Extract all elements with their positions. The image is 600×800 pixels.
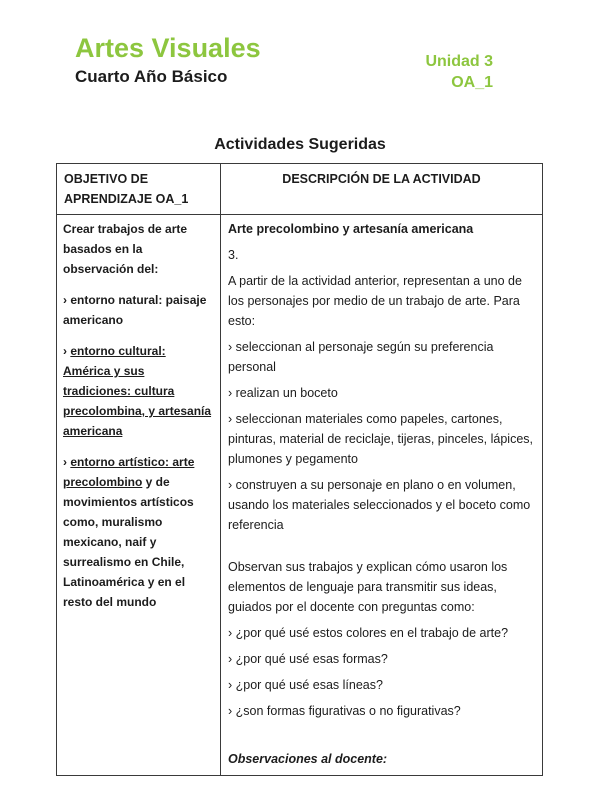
activity-step-number: 3. (228, 248, 239, 262)
bullet-glyph: › (63, 293, 71, 307)
reflection-question: › ¿por qué usé esas líneas? (228, 678, 383, 692)
reflection-question: › ¿son formas figurativas o no figurativas? (228, 704, 461, 718)
objective-item-underlined-text: entorno artístico: arte precolombino (63, 455, 195, 489)
spacer (228, 727, 533, 749)
activity-bullet: › realizan un boceto (228, 386, 338, 400)
objective-item-cultural (63, 341, 215, 441)
reflection-question: › ¿por qué usé estos colores en el trabajo de arte? (228, 626, 509, 640)
reflection-question: › ¿por qué usé esas formas? (228, 652, 388, 666)
activity-title: Arte precolombino y artesanía americana (228, 222, 474, 236)
section-title: Actividades Sugeridas (214, 136, 386, 153)
bullet-glyph: › (63, 344, 71, 358)
objective-intro: Crear trabajos de arte basados en la observación del: (63, 222, 188, 276)
activity-bullet: › construyen a su personaje en plano o en volumen, usando los materiales seleccionados y el boceto como referencia (228, 478, 531, 532)
activity-bullet: › seleccionan materiales como papeles, cartones, pinturas, material de reciclaje, tijeras, pinceles, lápices, plumones y pegamento (228, 412, 533, 466)
objective-column-header: OBJETIVO DE APRENDIZAJE OA_1 (57, 164, 221, 215)
activity-column-header: DESCRIPCIÓN DE LA ACTIVIDAD (221, 164, 543, 215)
observations-label: Observaciones al docente: (228, 752, 388, 766)
grade-subtitle: Cuarto Año Básico (75, 67, 228, 86)
activity-cell (221, 215, 543, 776)
activity-bullet: › seleccionan al personaje según su preferencia personal (228, 340, 494, 374)
objective-item-natural (63, 290, 215, 330)
objective-cell (57, 215, 221, 776)
objective-item-text: y de movimientos artísticos como, muralismo mexicano, naif y surrealismo en Chile, Latinoamérica y en el resto del mundo (63, 475, 194, 609)
document-header (0, 0, 600, 93)
objective-item-artistico (63, 452, 215, 612)
course-title: Artes Visuales (75, 33, 261, 63)
header-right-block (425, 51, 493, 93)
activities-table (56, 163, 543, 776)
objective-item-text: entorno natural: paisaje americano (63, 293, 207, 327)
oa-code-label: OA_1 (451, 74, 493, 91)
table-body-row (57, 215, 543, 776)
bullet-glyph: › (63, 455, 71, 469)
spacer (228, 541, 533, 557)
reflection-intro: Observan sus trabajos y explican cómo usaron los elementos de lenguaje para transmitir sus ideas, guiados por el docente con preguntas como: (228, 560, 508, 614)
activity-intro: A partir de la actividad anterior, representan a uno de los personajes por medio de un trabajo de arte. Para esto: (228, 274, 522, 328)
objective-item-underlined-text: entorno cultural: América y sus tradiciones: cultura precolombina, y artesanía americana (63, 344, 212, 438)
table-header-row (57, 164, 543, 215)
header-left-block (75, 33, 261, 89)
unit-label: Unidad 3 (425, 53, 493, 70)
